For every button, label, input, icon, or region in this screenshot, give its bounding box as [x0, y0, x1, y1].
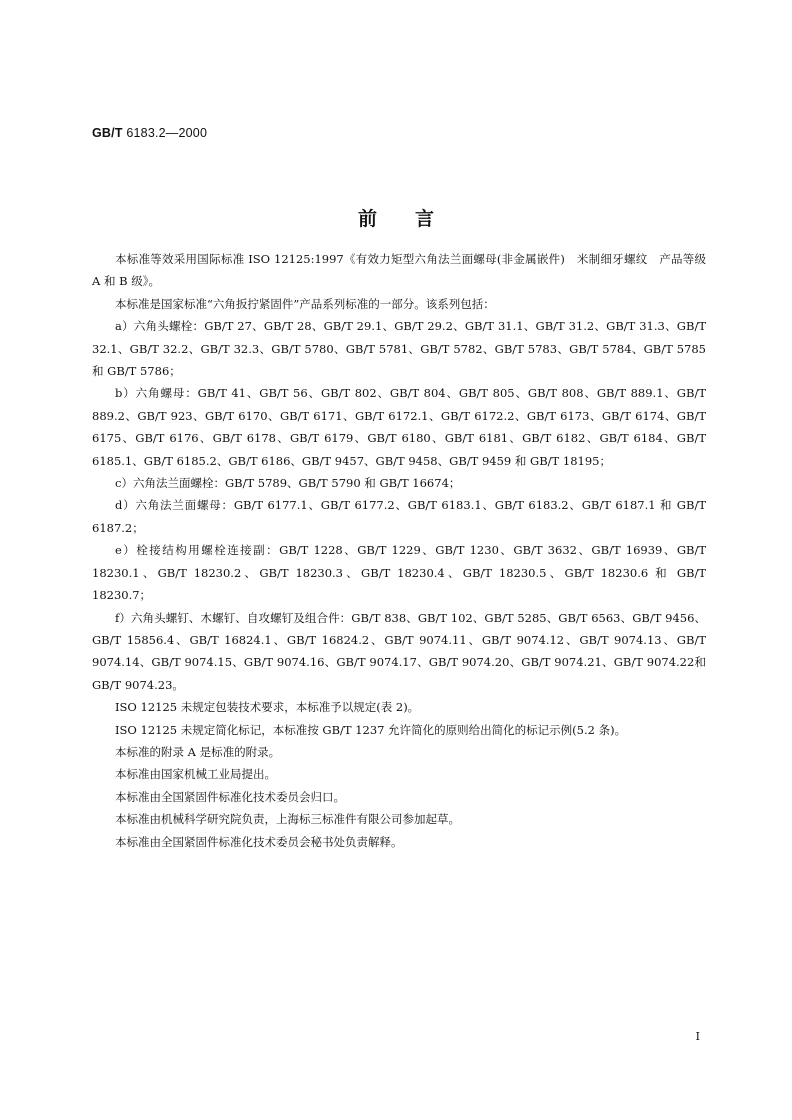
- paragraph: 本标准由国家机械工业局提出。: [115, 767, 276, 782]
- list-item: c）六角法兰面螺栓：GB/T 5789、GB/T 5790 和 GB/T 16674；: [115, 476, 461, 491]
- page-title: 前言: [357, 208, 472, 230]
- page-number: I: [695, 1030, 700, 1043]
- paragraph: 本标准是国家标准“六角扳拧紧固件”产品系列标准的一部分。该系列包括：: [115, 296, 495, 311]
- paragraph: 本标准的附录 A 是标准的附录。: [115, 744, 281, 759]
- paragraph: 本标准等效采用国际标准 ISO 12125:1997《有效力矩型六角法兰面螺母(非金属嵌件) 米制细牙螺纹 产品等级 A 和 B 级》。: [92, 252, 706, 289]
- paragraph: ISO 12125 未规定简化标记，本标准按 GB/T 1237 允许简化的原则给出简化的标记示例(5.2 条)。: [115, 722, 627, 737]
- list-item: b）六角螺母：GB/T 41、GB/T 56、GB/T 802、GB/T 804、GB/T 805、GB/T 808、GB/T 889.1、GB/T 889.2、GB/T 923、GB/T 6170、GB/T 6171、GB/T 6172.1、GB/T 6172.2、GB/T 6173、GB/T 6174、GB/T 6175、GB/T 6176、GB/T 6178、GB/T 6179、GB/T 6180、GB/T 6181、GB/T 6182、GB/T 6184、GB/T 6185.1、GB/T 6185.2、GB/T 6186、GB/T 9457、GB/T 9458、GB/T 9459 和 GB/T 18195；: [92, 386, 706, 468]
- list-item: d）六角法兰面螺母：GB/T 6177.1、GB/T 6177.2、GB/T 6183.1、GB/T 6183.2、GB/T 6187.1 和 GB/T 6187.2；: [92, 498, 706, 535]
- paragraph: ISO 12125 未规定包装技术要求，本标准予以规定(表 2)。: [115, 700, 420, 715]
- list-item: f）六角头螺钉、木螺钉、自攻螺钉及组合件：GB/T 838、GB/T 102、GB/T 5285、GB/T 6563、GB/T 9456、GB/T 15856.4、GB/T 16824.1、GB/T 16824.2、GB/T 9074.11、GB/T 9074.12、GB/T 9074.13、GB/T 9074.14、GB/T 9074.15、GB/T 9074.16、GB/T 9074.17、GB/T 9074.20、GB/T 9074.21、GB/T 9074.22和 GB/T 9074.23。: [92, 610, 706, 692]
- paragraph: 本标准由机械科学研究院负责，上海标三标准件有限公司参加起草。: [115, 812, 460, 827]
- standard-prefix: GB/T: [92, 126, 123, 140]
- list-item: e）栓接结构用螺栓连接副：GB/T 1228、GB/T 1229、GB/T 1230、GB/T 3632、GB/T 16939、GB/T 18230.1、GB/T 18230.2、GB/T 18230.3、GB/T 18230.4、GB/T 18230.5、GB/T 18230.6 和 GB/T 18230.7；: [92, 543, 706, 603]
- document-code: [92, 126, 207, 140]
- foreword-body: [92, 248, 706, 853]
- paragraph: 本标准由全国紧固件标准化技术委员会归口。: [115, 789, 345, 804]
- standard-number: 6183.2—2000: [126, 126, 208, 140]
- paragraph: 本标准由全国紧固件标准化技术委员会秘书处负责解释。: [115, 834, 403, 849]
- list-item: a）六角头螺栓：GB/T 27、GB/T 28、GB/T 29.1、GB/T 29.2、GB/T 31.1、GB/T 31.2、GB/T 31.3、GB/T 32.1、GB/T 32.2、GB/T 32.3、GB/T 5780、GB/T 5781、GB/T 5782、GB/T 5783、GB/T 5784、GB/T 5785 和 GB/T 5786；: [92, 319, 706, 379]
